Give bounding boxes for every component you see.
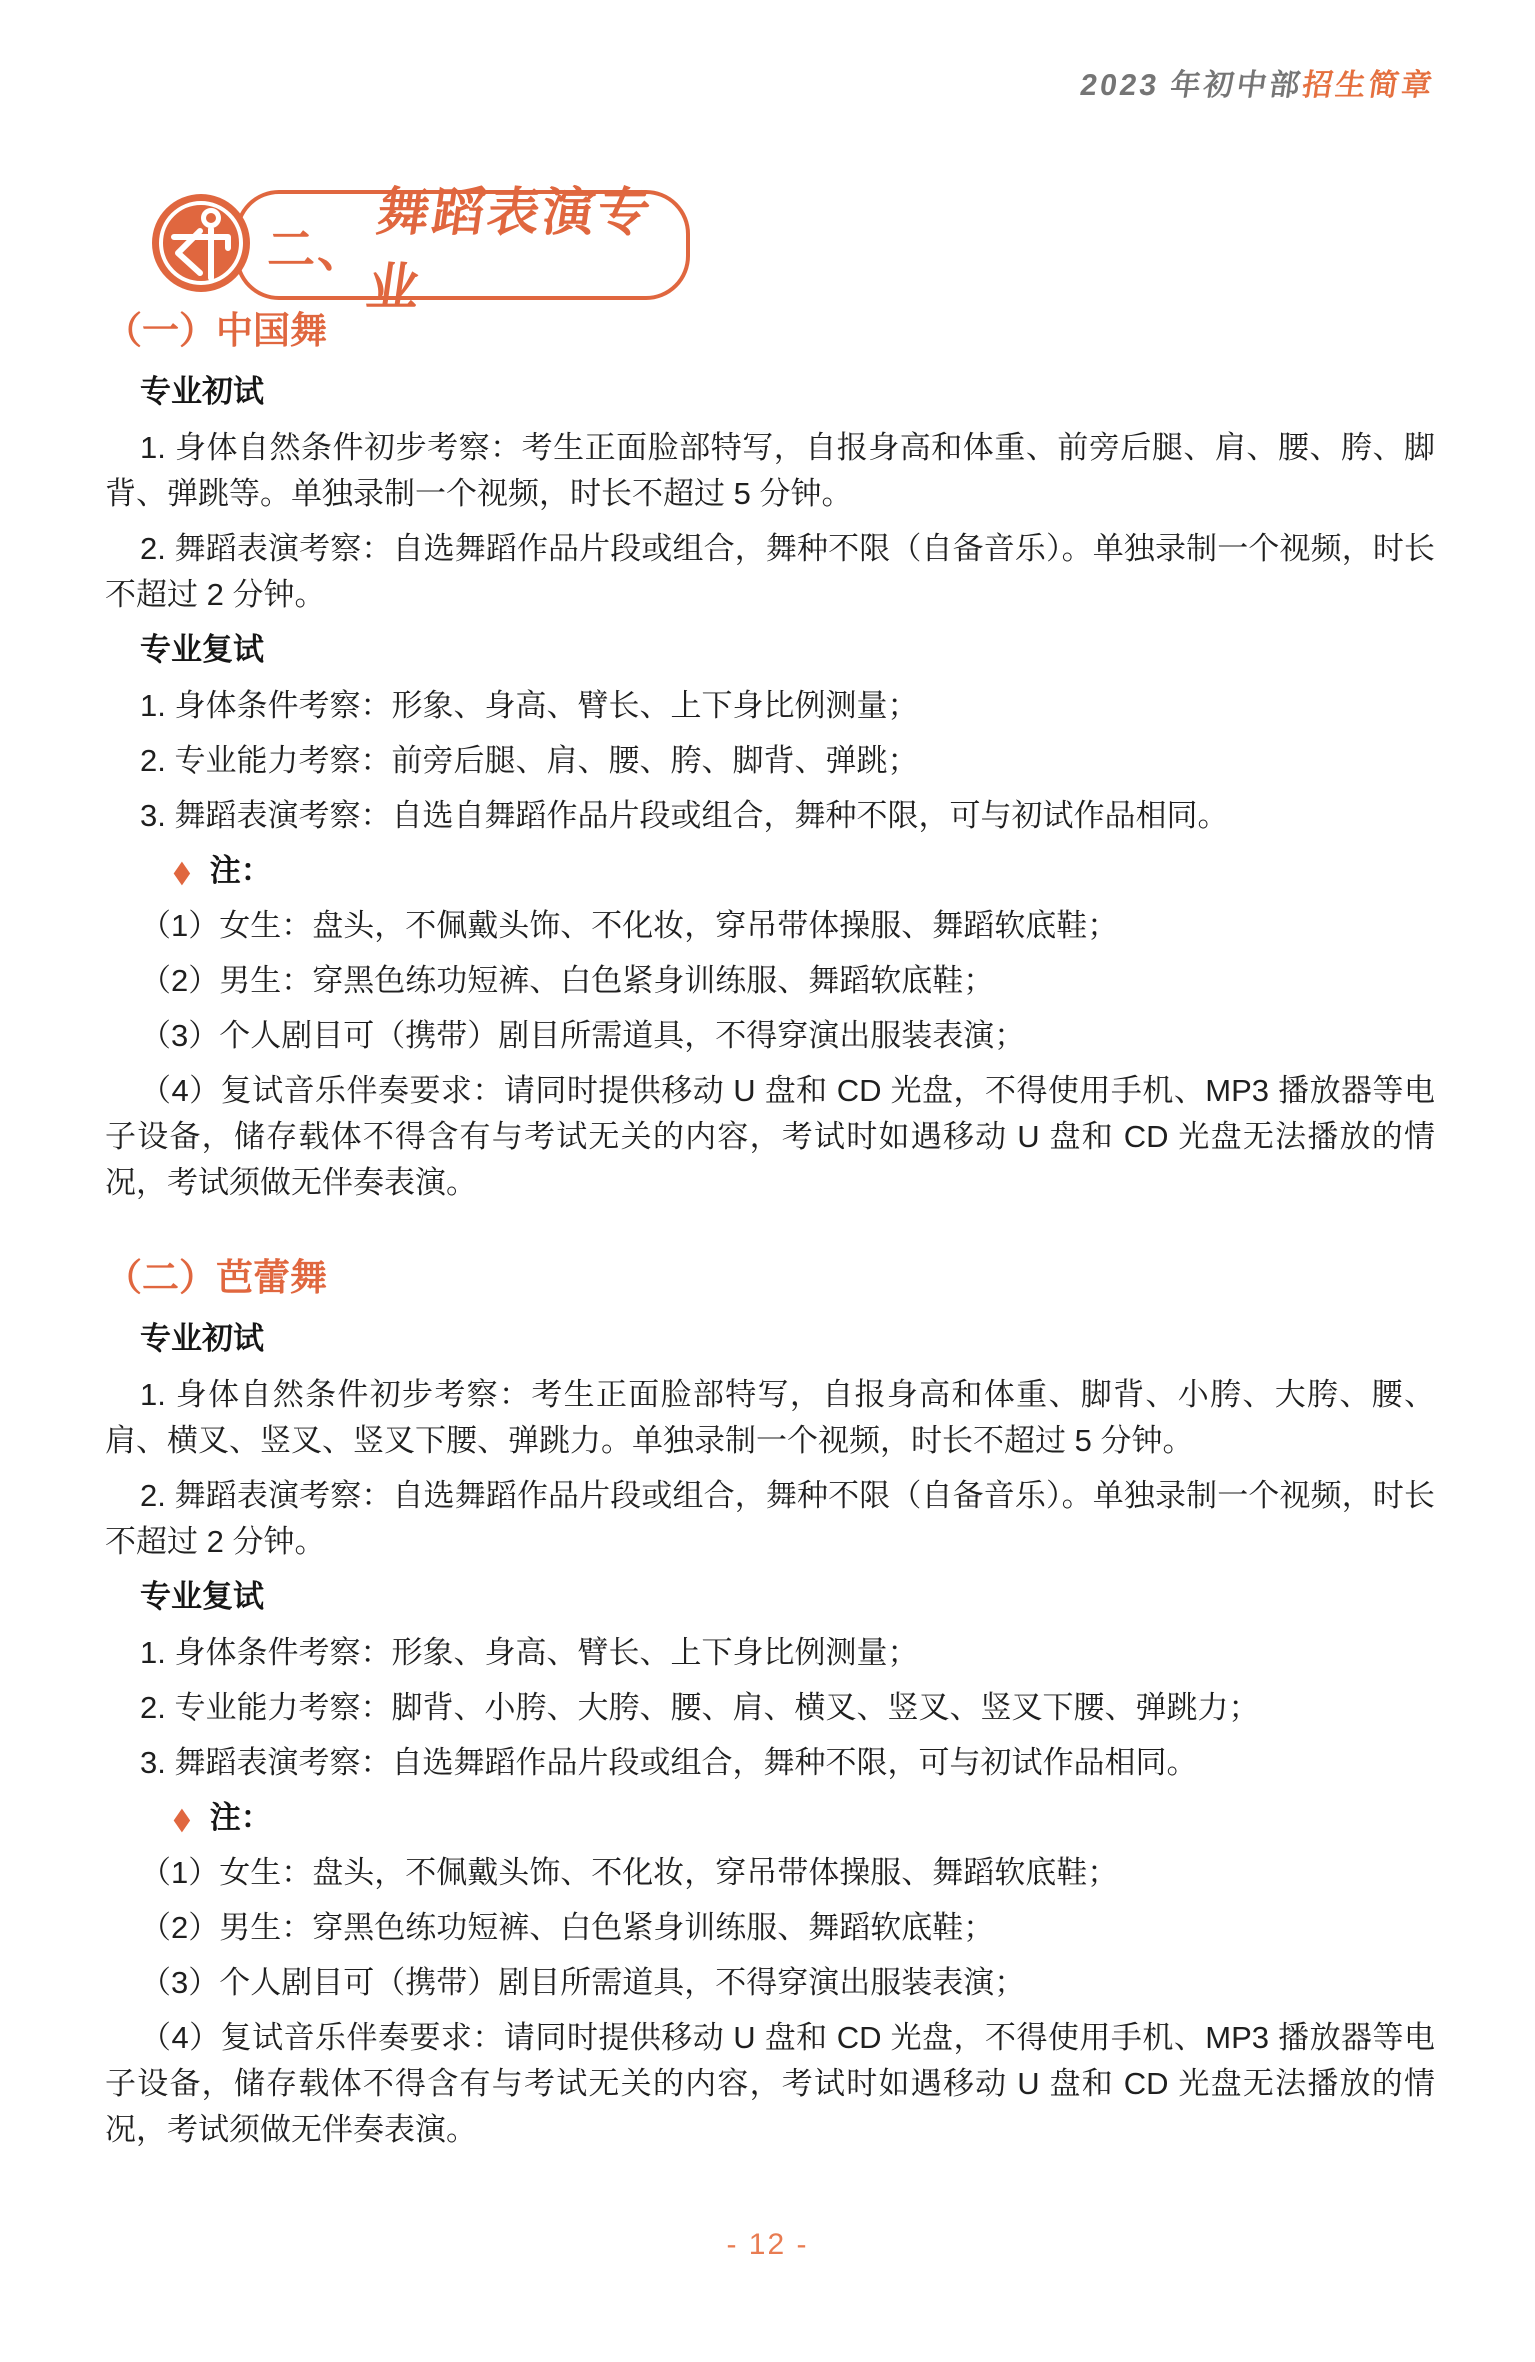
- note-item: （3）个人剧目可（携带）剧目所需道具，不得穿演出服装表演；: [140, 1018, 1026, 1053]
- list-item: 3. 舞蹈表演考察：自选自舞蹈作品片段或组合，舞种不限，可与初试作品相同。: [140, 798, 1229, 833]
- note-heading: [105, 848, 1435, 894]
- note-heading: [105, 1795, 1435, 1841]
- note-item: （2）男生：穿黑色练功短裤、白色紧身训练服、舞蹈软底鞋；: [140, 1910, 995, 1945]
- note-item: （2）男生：穿黑色练功短裤、白色紧身训练服、舞蹈软底鞋；: [140, 963, 995, 998]
- note-item: （3）个人剧目可（携带）剧目所需道具，不得穿演出服装表演；: [140, 1965, 1026, 2000]
- paragraph-performance-check: 2. 舞蹈表演考察：自选舞蹈作品片段或组合，舞种不限（自备音乐）。单独录制一个视频，时长不超过 2 分钟。: [105, 531, 1435, 612]
- note-item: （4）复试音乐伴奏要求：请同时提供移动 U 盘和 CD 光盘，不得使用手机、MP3 播放器等电子设备，储存载体不得含有与考试无关的内容，考试时如遇移动 U 盘和 CD 光盘无法播放的情况，考试须做无伴奏表演。: [105, 1073, 1435, 1200]
- dancer-icon: [150, 192, 252, 294]
- running-header: [1078, 60, 1438, 104]
- list-item: 2. 专业能力考察：脚背、小胯、大胯、腰、肩、横叉、竖叉、竖叉下腰、弹跳力；: [140, 1690, 1260, 1725]
- page-number: - 12 -: [726, 2228, 809, 2261]
- chapter-title: 舞蹈表演专业: [362, 184, 657, 317]
- paragraph-body-check: 1. 身体自然条件初步考察：考生正面脸部特写，自报身高和体重、脚背、小胯、大胯、腰、肩、横叉、竖叉、竖叉下腰、弹跳力。单独录制一个视频，时长不超过 5 分钟。: [105, 1377, 1435, 1458]
- note-item: （1）女生：盘头，不佩戴头饰、不化妆，穿吊带体操服、舞蹈软底鞋；: [140, 1855, 1119, 1890]
- list-item: 3. 舞蹈表演考察：自选舞蹈作品片段或组合，舞种不限，可与初试作品相同。: [140, 1745, 1198, 1780]
- section-chinese-dance: [105, 309, 1435, 1206]
- header-brochure-text: 招生简章: [1300, 69, 1437, 102]
- note-item: （4）复试音乐伴奏要求：请同时提供移动 U 盘和 CD 光盘，不得使用手机、MP3 播放器等电子设备，储存载体不得含有与考试无关的内容，考试时如遇移动 U 盘和 CD 光盘无法播放的情况，考试须做无伴奏表演。: [105, 2020, 1435, 2147]
- subhead-preliminary-exam: 专业初试: [140, 374, 264, 409]
- chapter-number: 二、: [267, 223, 368, 277]
- chapter-banner: [150, 184, 710, 317]
- note-item: （1）女生：盘头，不佩戴头饰、不化妆，穿吊带体操服、舞蹈软底鞋；: [140, 908, 1119, 943]
- note-label: 注：: [209, 1800, 272, 1835]
- paragraph-body-check: 1. 身体自然条件初步考察：考生正面脸部特写，自报身高和体重、前旁后腿、肩、腰、胯、脚背、弹跳等。单独录制一个视频，时长不超过 5 分钟。: [105, 430, 1435, 511]
- diamond-bullet-icon: ◆: [173, 853, 191, 889]
- section-ballet: [105, 1256, 1435, 2153]
- list-item: 2. 专业能力考察：前旁后腿、肩、腰、胯、脚背、弹跳；: [140, 743, 919, 778]
- section-heading-chinese-dance: （一）中国舞: [105, 310, 327, 351]
- header-year-text: 2023 年初中部: [1078, 69, 1305, 102]
- list-item: 1. 身体条件考察：形象、身高、臂长、上下身比例测量；: [140, 688, 919, 723]
- subhead-second-exam: 专业复试: [140, 632, 264, 667]
- page-content: [105, 305, 1435, 2162]
- list-item: 1. 身体条件考察：形象、身高、臂长、上下身比例测量；: [140, 1635, 919, 1670]
- note-label: 注：: [209, 853, 272, 888]
- chapter-banner-box: [235, 184, 690, 317]
- diamond-bullet-icon: ◆: [173, 1800, 191, 1836]
- paragraph-performance-check: 2. 舞蹈表演考察：自选舞蹈作品片段或组合，舞种不限（自备音乐）。单独录制一个视频，时长不超过 2 分钟。: [105, 1478, 1435, 1559]
- section-heading-ballet: （二）芭蕾舞: [105, 1257, 327, 1298]
- subhead-preliminary-exam: 专业初试: [140, 1321, 264, 1356]
- subhead-second-exam: 专业复试: [140, 1579, 264, 1614]
